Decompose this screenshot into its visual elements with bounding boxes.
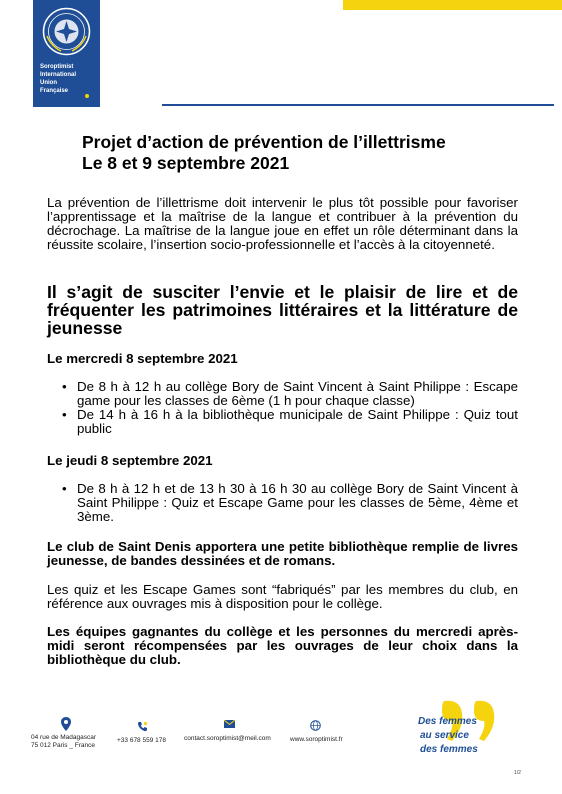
- footer-address: [31, 734, 96, 750]
- soroptimist-logo: [33, 0, 100, 107]
- slogan-line-3: des femmes: [420, 744, 478, 755]
- top-accent-bar: [343, 0, 562, 10]
- address-line-1: 04 rue de Madagascar: [31, 734, 97, 741]
- footer-website[interactable]: www.soroptimist.fr: [290, 736, 343, 743]
- day2-list: [47, 482, 518, 524]
- day1-list: [47, 380, 518, 436]
- footer-phone: +33 678 559 178: [117, 737, 166, 744]
- logo-wordmark: [40, 63, 76, 95]
- day2-heading: Le jeudi 8 septembre 2021: [47, 453, 213, 468]
- soroptimist-emblem-icon: [41, 6, 92, 57]
- address-line-2: 75 012 Paris _ France: [31, 742, 95, 749]
- intro-paragraph: La prévention de l’illettrisme doit intervenir le plus tôt possible pour favoriser l’apprentissage et la maîtrise de la langue et contribuer à la prévention du décrochage. La maîtrise de la langue joue en effet un rôle déterminant dans la réussite scolaire, l’insertion socio-professionnelle et l’accès à la citoyenneté.: [47, 195, 518, 252]
- quiz-paragraph: Les quiz et les Escape Games sont “fabriqués” par les membres du club, en référence aux ouvrages mis à disposition pour le collège.: [47, 582, 518, 611]
- logo-line-1: Soroptimist: [40, 64, 74, 70]
- location-pin-icon: [61, 717, 71, 731]
- phone-icon: [137, 721, 148, 732]
- envelope-icon: [224, 720, 235, 728]
- winners-paragraph: Les équipes gagnantes du collège et les personnes du mercredi après-midi seront récompensées par les ouvrages de leur choix dans la bibliothèque du club.: [47, 624, 518, 667]
- list-item: • De 8 h à 12 h au collège Bory de Saint Vincent à Saint Philippe : Escape game pour les classes de 6ème (1 h pour chaque classe): [47, 380, 518, 408]
- headline: Il s’agit de susciter l’envie et le plaisir de lire et de fréquenter les patrimoines littéraires et la littérature de jeunesse: [47, 282, 518, 338]
- slogan-line-2: au service: [420, 730, 469, 741]
- globe-icon: [310, 720, 321, 731]
- footer-email[interactable]: contact.soroptimist@meil.com: [184, 735, 271, 742]
- header-divider: [162, 104, 554, 106]
- club-paragraph: Le club de Saint Denis apportera une petite bibliothèque remplie de livres jeunesse, de bandes dessinées et de romans.: [47, 539, 518, 568]
- list-item: • De 14 h à 16 h à la bibliothèque municipale de Saint Philippe : Quiz tout public: [47, 408, 518, 436]
- page-number: 1/2: [514, 770, 521, 776]
- title-line-2: Le 8 et 9 septembre 2021: [82, 153, 290, 173]
- slogan: [418, 715, 478, 757]
- slogan-line-1: Des femmes: [418, 716, 477, 727]
- logo-dot: [85, 94, 89, 98]
- logo-line-4: Française: [40, 88, 69, 94]
- page-title: [82, 132, 446, 174]
- list-item: • De 8 h à 12 h et de 13 h 30 à 16 h 30 au collège Bory de Saint Vincent à Saint Philippe : Quiz et Escape Game pour les classes de 5ème, 4ème et 3ème.: [47, 482, 518, 524]
- title-line-1: Projet d’action de prévention de l’illettrisme: [82, 132, 446, 152]
- logo-line-3: Union: [40, 80, 57, 86]
- logo-line-2: International: [40, 72, 77, 78]
- day1-heading: Le mercredi 8 septembre 2021: [47, 351, 238, 366]
